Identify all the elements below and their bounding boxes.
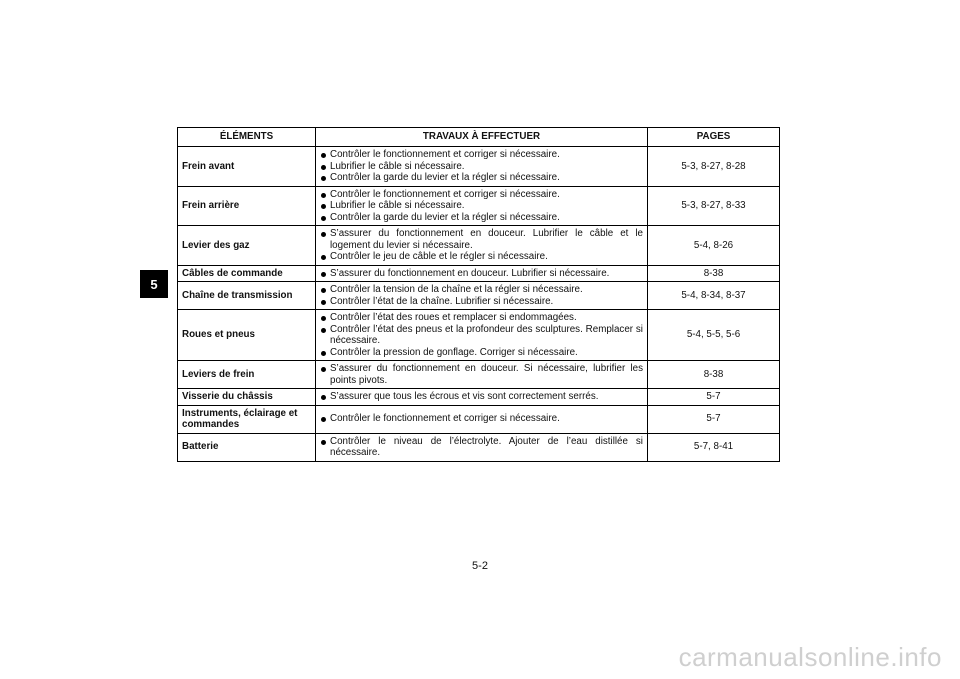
list-item (320, 172, 643, 184)
element-cell: Leviers de frein (178, 361, 316, 389)
list-item (320, 251, 643, 263)
pages-cell: 8-38 (648, 361, 780, 389)
task-text: S’assurer du fonctionnement en douceur. Lubrifier le câble et le logement du levier si nécessaire. (330, 228, 643, 251)
element-cell: Roues et pneus (178, 310, 316, 361)
tasks-cell (316, 265, 648, 282)
tasks-cell (316, 147, 648, 187)
chapter-tab: 5 (140, 270, 168, 298)
table-row (178, 433, 780, 461)
pages-cell: 5-7 (648, 405, 780, 433)
task-list (320, 268, 643, 280)
task-text: Contrôler la tension de la chaîne et la régler si nécessaire. (330, 284, 583, 295)
bullet-icon (321, 328, 326, 333)
element-cell: Instruments, éclairage et commandes (178, 405, 316, 433)
element-cell: Visserie du châssis (178, 389, 316, 406)
tasks-cell (316, 226, 648, 266)
task-list (320, 284, 643, 307)
element-cell: Frein avant (178, 147, 316, 187)
task-text: Contrôler le fonctionnement et corriger si nécessaire. (330, 188, 560, 200)
element-cell: Frein arrière (178, 186, 316, 226)
task-text: Contrôler l’état de la chaîne. Lubrifier si nécessaire. (330, 295, 554, 307)
bullet-icon (321, 300, 326, 305)
pages-cell: 5-3, 8-27, 8-33 (648, 186, 780, 226)
list-item (320, 212, 643, 224)
bullet-icon (321, 204, 326, 209)
pages-cell: 5-7, 8-41 (648, 433, 780, 461)
pages-cell: 5-4, 8-34, 8-37 (648, 282, 780, 310)
list-item (320, 161, 643, 173)
task-list (320, 436, 643, 459)
list-item (320, 296, 643, 308)
task-text: Contrôler la garde du levier et la régler si nécessaire. (330, 172, 560, 183)
bullet-icon (321, 367, 326, 372)
task-list (320, 363, 643, 386)
table-row (178, 310, 780, 361)
list-item (320, 200, 643, 212)
list-item (320, 413, 643, 425)
tasks-cell (316, 433, 648, 461)
list-item (320, 347, 643, 359)
task-text: Contrôler la garde du levier et la régler si nécessaire. (330, 211, 560, 223)
header-pages: PAGES (648, 128, 780, 147)
task-text: S’assurer que tous les écrous et vis sont correctement serrés. (330, 391, 599, 402)
pages-cell: 5-7 (648, 389, 780, 406)
table-row (178, 226, 780, 266)
task-text: Contrôler l’état des pneus et la profondeur des sculptures. Remplacer si nécessaire. (330, 323, 643, 346)
task-text: Contrôler le jeu de câble et le régler si nécessaire. (330, 251, 548, 262)
task-text: Contrôler le fonctionnement et corriger si nécessaire. (330, 413, 560, 425)
pages-cell: 8-38 (648, 265, 780, 282)
table-row (178, 389, 780, 406)
tasks-cell (316, 405, 648, 433)
page-number: 5-2 (472, 560, 488, 572)
task-list (320, 312, 643, 358)
bullet-icon (321, 395, 326, 400)
task-list (320, 391, 643, 403)
table-body (178, 147, 780, 462)
tasks-cell (316, 282, 648, 310)
task-text: Lubrifier le câble si nécessaire. (330, 160, 465, 172)
bullet-icon (321, 417, 326, 422)
task-text: Contrôler la pression de gonflage. Corriger si nécessaire. (330, 346, 578, 358)
list-item (320, 189, 643, 201)
task-text: Lubrifier le câble si nécessaire. (330, 200, 465, 211)
task-text: Contrôler le niveau de l’électrolyte. Ajouter de l’eau distillée si nécessaire. (330, 435, 643, 458)
list-item (320, 391, 643, 403)
tasks-cell (316, 186, 648, 226)
pages-cell: 5-4, 5-5, 5-6 (648, 310, 780, 361)
task-list (320, 149, 643, 184)
list-item (320, 324, 643, 347)
pages-cell: 5-3, 8-27, 8-28 (648, 147, 780, 187)
tasks-cell (316, 361, 648, 389)
watermark-logo: carmanualsonline.info (678, 642, 942, 672)
bullet-icon (321, 193, 326, 198)
list-item (320, 363, 643, 386)
bullet-icon (321, 216, 326, 221)
table-row (178, 361, 780, 389)
tasks-cell (316, 389, 648, 406)
bullet-icon (321, 153, 326, 158)
element-cell: Chaîne de transmission (178, 282, 316, 310)
pages-cell: 5-4, 8-26 (648, 226, 780, 266)
header-elements: ÉLÉMENTS (178, 128, 316, 147)
list-item (320, 228, 643, 251)
bullet-icon (321, 440, 326, 445)
bullet-icon (321, 165, 326, 170)
bullet-icon (321, 351, 326, 356)
table-row (178, 186, 780, 226)
task-text: Contrôler le fonctionnement et corriger si nécessaire. (330, 149, 560, 160)
list-item (320, 312, 643, 324)
list-item (320, 284, 643, 296)
task-list (320, 189, 643, 224)
element-cell: Levier des gaz (178, 226, 316, 266)
maintenance-table (177, 127, 780, 462)
header-tasks: TRAVAUX À EFFECTUER (316, 128, 648, 147)
list-item (320, 149, 643, 161)
table-row (178, 265, 780, 282)
table-header-row (178, 128, 780, 147)
task-text: Contrôler l’état des roues et remplacer si endommagées. (330, 312, 577, 323)
bullet-icon (321, 288, 326, 293)
bullet-icon (321, 176, 326, 181)
bullet-icon (321, 316, 326, 321)
task-text: S’assurer du fonctionnement en douceur. Si nécessaire, lubrifier les points pivots. (330, 363, 643, 386)
bullet-icon (321, 272, 326, 277)
list-item (320, 268, 643, 280)
task-list (320, 228, 643, 263)
task-list (320, 413, 643, 425)
table-row (178, 147, 780, 187)
tasks-cell (316, 310, 648, 361)
task-text: S’assurer du fonctionnement en douceur. Lubrifier si nécessaire. (330, 267, 610, 279)
bullet-icon (321, 255, 326, 260)
element-cell: Câbles de commande (178, 265, 316, 282)
table-row (178, 282, 780, 310)
list-item (320, 436, 643, 459)
element-cell: Batterie (178, 433, 316, 461)
bullet-icon (321, 232, 326, 237)
table-row (178, 405, 780, 433)
